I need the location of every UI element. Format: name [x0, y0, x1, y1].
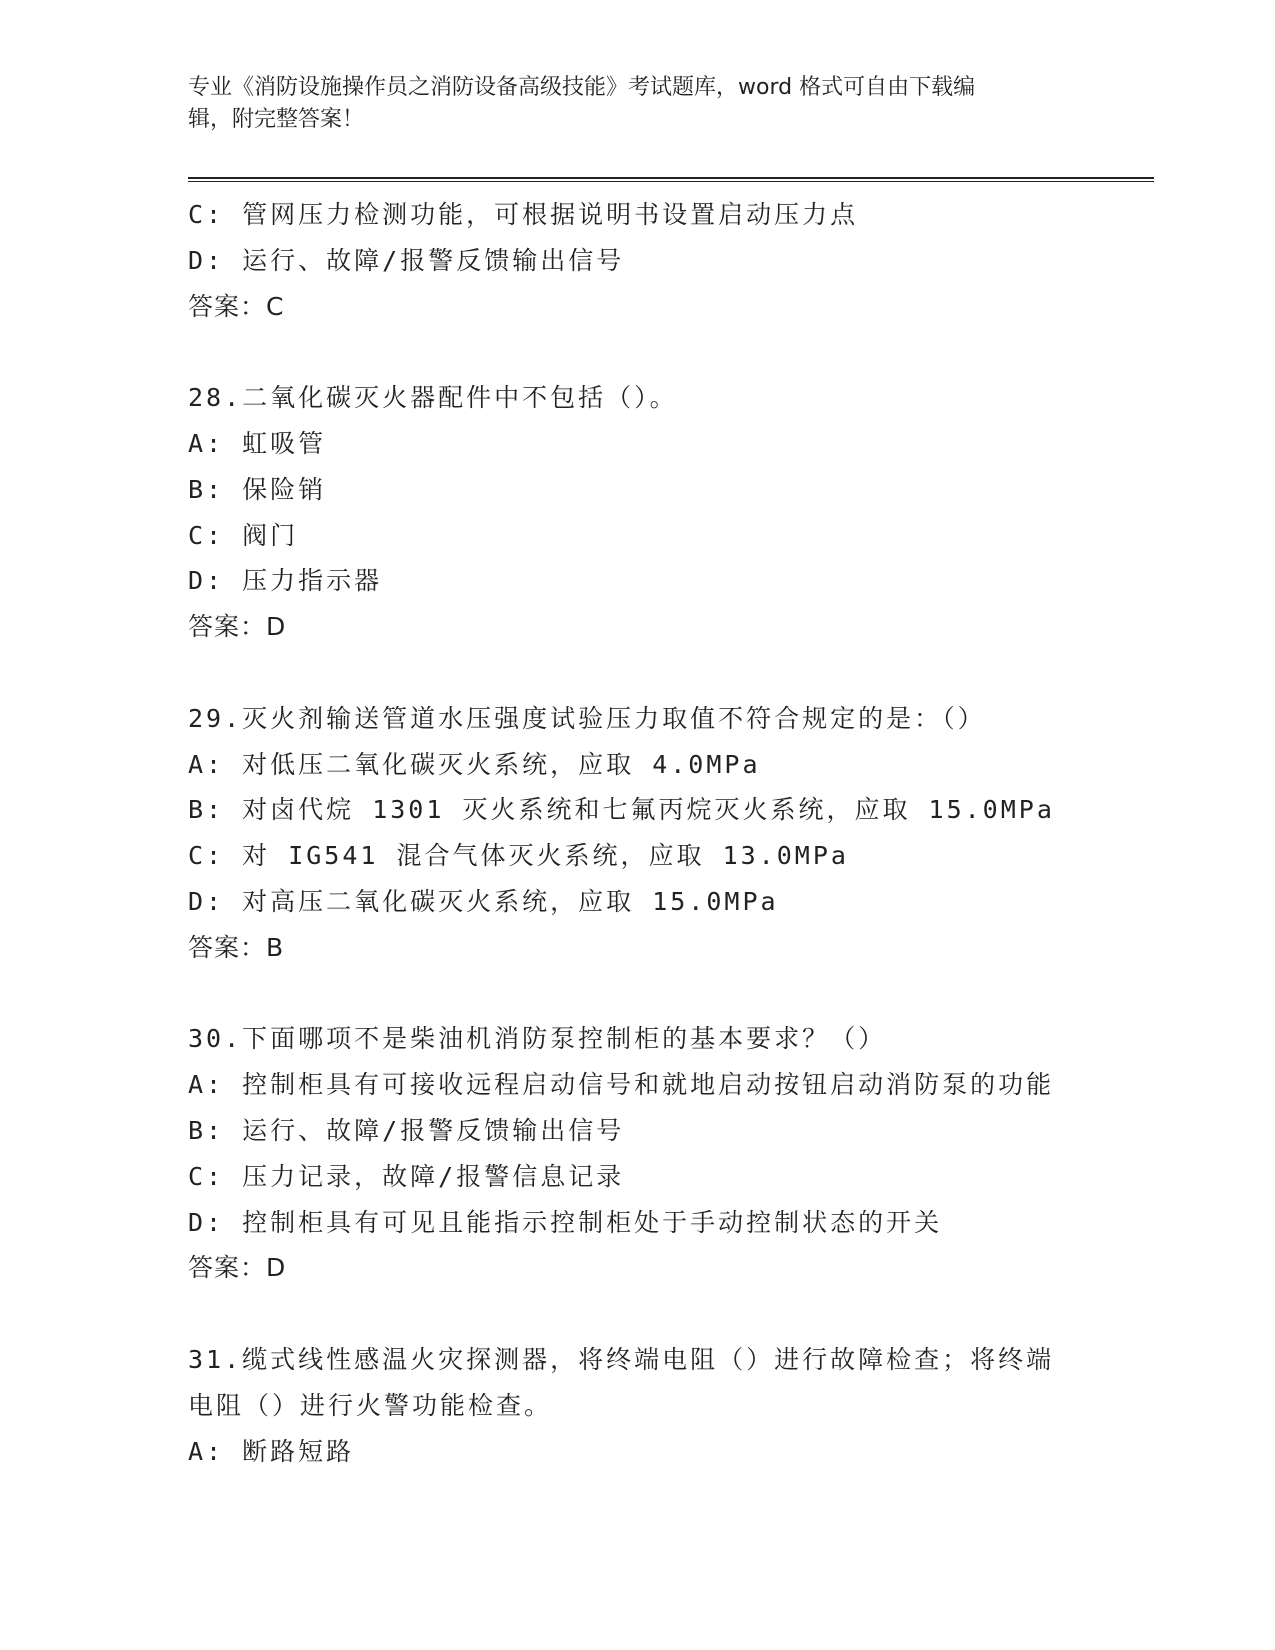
option-a: A: 虹吸管 — [188, 428, 327, 458]
document-header — [188, 72, 1068, 136]
question-text: 28.二氧化碳灭火器配件中不包括（）。 — [188, 383, 678, 413]
answer: 答案：C — [188, 291, 285, 321]
answer: 答案：D — [188, 1253, 287, 1283]
question-text: 30.下面哪项不是柴油机消防泵控制柜的基本要求？（） — [188, 1024, 887, 1054]
option-d: D: 压力指示器 — [188, 566, 383, 596]
question-gap — [188, 1291, 1088, 1337]
option-a: A: 控制柜具有可接收远程启动信号和就地启动按钮启动消防泵的功能 — [188, 1070, 1055, 1100]
question-30 — [188, 1016, 1088, 1291]
option-b: B: 运行、故障/报警反馈输出信号 — [188, 1115, 625, 1145]
option-c: C: 阀门 — [188, 520, 299, 550]
option-b: B: 保险销 — [188, 474, 327, 504]
option-d: D: 运行、故障/报警反馈输出信号 — [188, 245, 625, 275]
header-line-1: 专业《消防设施操作员之消防设备高级技能》考试题库，word 格式可自由下载编 — [188, 75, 976, 100]
question-gap — [188, 329, 1088, 375]
option-a: A: 断路短路 — [188, 1436, 355, 1466]
question-text: 29.灭火剂输送管道水压强度试验压力取值不符合规定的是：（） — [188, 703, 986, 733]
option-c: C: 管网压力检测功能，可根据说明书设置启动压力点 — [188, 200, 859, 229]
header-divider-thick — [188, 177, 1154, 179]
question-gap — [188, 650, 1088, 696]
option-a: A: 对低压二氧化碳灭火系统，应取 4.0MPa — [188, 749, 761, 779]
option-d: D: 对高压二氧化碳灭火系统，应取 15.0MPa — [188, 886, 779, 916]
question-content — [188, 192, 1088, 1474]
option-c: C: 对 IG541 混合气体灭火系统，应取 13.0MPa — [188, 841, 849, 871]
question-text-line-1: 31.缆式线性感温火灾探测器，将终端电阻（）进行故障检查；将终端 — [188, 1344, 1055, 1374]
header-divider-thin — [188, 181, 1154, 182]
question-gap — [188, 971, 1088, 1017]
question-31 — [188, 1337, 1088, 1474]
header-line-2: 辑，附完整答案！ — [188, 107, 365, 132]
option-c: C: 压力记录，故障/报警信息记录 — [188, 1161, 625, 1191]
question-29 — [188, 696, 1088, 971]
question-text-line-2: 电阻（）进行火警功能检查。 — [188, 1390, 553, 1420]
option-d: D: 控制柜具有可见且能指示控制柜处于手动控制状态的开关 — [188, 1207, 943, 1237]
question-28 — [188, 375, 1088, 650]
answer: 答案：D — [188, 612, 287, 642]
option-b: B: 对卤代烷 1301 灭火系统和七氟丙烷灭火系统，应取 15.0MPa — [188, 795, 1055, 825]
answer: 答案：B — [188, 932, 285, 962]
question-27-continued — [188, 192, 1088, 329]
